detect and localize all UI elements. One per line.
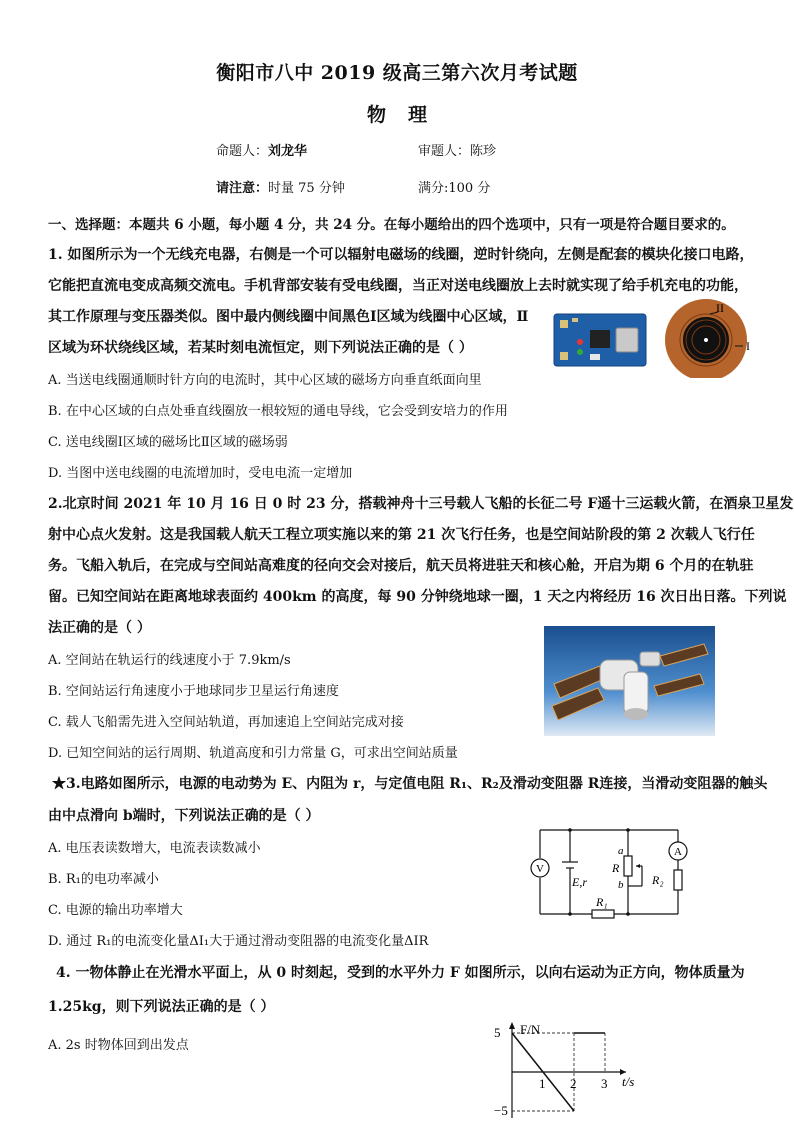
q1-line3: 其工作原理与变压器类似。图中最内侧线圈中间黑色Ⅰ区域为线圈中心区域，Ⅱ [48, 309, 529, 325]
y-tick--5: −5 [494, 1103, 508, 1118]
q2-line2: 射中心点火发射。这是我国载人航天工程立项实施以来的第 21 次飞行任务，也是空间站阶段的第 2 次载人飞行任 [48, 527, 755, 543]
coil-label-ii: II [716, 301, 724, 315]
setter-name: 刘龙华 [268, 144, 308, 159]
exam-score: 满分:100 分 [418, 181, 491, 196]
terminal-b: b [618, 879, 624, 891]
r2-label: R₂ [652, 873, 664, 887]
reviewer-line [418, 140, 496, 159]
transmitter-coil [670, 304, 742, 376]
setter-label: 命题人： [216, 144, 269, 159]
q2-line4: 留。已知空间站在距离地球表面约 400km 的高度，每 90 分钟绕地球一圈，1 天之内将经历 16 次日出日落。下列说 [48, 589, 787, 605]
y-axis-label: F/N [520, 1022, 541, 1037]
q4-line1: 4. 一物体静止在光滑水平面上，从 0 时刻起，受到的水平外力 F 如图所示，以向右运动为正方向，物体质量为 [56, 965, 745, 981]
q2-option-b: B. 空间站运行角速度小于地球同步卫星运行角速度 [48, 684, 339, 699]
q2-option-a: A. 空间站在轨运行的线速度小于 7.9km/s [48, 653, 291, 668]
section-intro: 一、选择题：本题共 6 小题，每小题 4 分，共 24 分。在每小题给出的四个选项中，只有一项是符合题目要求的。 [48, 217, 735, 233]
series-0-segment-0 [512, 1033, 543, 1072]
force-time-chart [478, 1020, 648, 1120]
q1-line1: 1. 如图所示为一个无线充电器，右侧是一个可以辐射电磁场的线圈，逆时针绕向，左侧是配套的模块化接口电路， [48, 247, 754, 263]
q1-charger-figure [550, 298, 765, 378]
q3-line1: ★3.电路如图所示，电源的电动势为 E、内阻为 r，与定值电阻 R₁、R₂及滑动变阻器 R连接，当滑动变阻器的触头 [52, 776, 768, 792]
subject-title: 物理 [366, 104, 449, 126]
reviewer-name: 陈珍 [470, 144, 497, 159]
terminal-a: a [618, 845, 624, 857]
r1-label: R₁ [596, 895, 608, 909]
q2-line5: 法正确的是（ ） [48, 620, 151, 636]
exam-title: 衡阳市八中 2019 级高三第六次月考试题 [216, 62, 578, 84]
charging-module-board [554, 314, 646, 366]
q1-line4: 区域为环状绕线区域，若某时刻电流恒定，则下列说法正确的是（ ） [48, 340, 473, 356]
x-axis-label: t/s [622, 1074, 635, 1089]
space-station-photo [544, 626, 715, 736]
q2-line1: 2.北京时间 2021 年 10 月 16 日 0 时 23 分，搭载神舟十三号载人飞船的长征二号 F遥十三运载火箭，在酒泉卫星发 [48, 496, 794, 512]
rheostat-label: R [612, 861, 620, 875]
y-tick-5: 5 [494, 1025, 501, 1040]
notice-line [216, 177, 345, 196]
q1-option-c: C. 送电线圈Ⅰ区域的磁场比Ⅱ区域的磁场弱 [48, 435, 288, 450]
y-axis-arrow [509, 1022, 515, 1029]
x-tick-2: 2 [570, 1076, 577, 1091]
setter-line [216, 140, 307, 159]
exam-time: 时量 75 分钟 [268, 181, 345, 196]
q3-option-d: D. 通过 R₁的电流变化量ΔI₁大于通过滑动变阻器的电流变化量ΔIR [48, 934, 429, 949]
voltmeter-label: V [536, 863, 544, 875]
q3-option-c: C. 电源的输出功率增大 [48, 903, 183, 918]
notice-label: 请注意： [216, 181, 269, 196]
q1-line2: 它能把直流电变成高频交流电。手机背部安装有受电线圈，当正对送电线圈放上去时就实现了给手机充电的功能， [48, 278, 748, 294]
q1-option-b: B. 在中心区域的白点处垂直线圈放一根较短的通电导线，它会受到安培力的作用 [48, 404, 508, 419]
q4-line2: 1.25kg，则下列说法正确的是（ ） [48, 999, 275, 1015]
q2-option-c: C. 载人飞船需先进入空间站轨道，再加速追上空间站完成对接 [48, 715, 404, 730]
emf-label: E,r [572, 875, 587, 889]
q2-option-d: D. 已知空间站的运行周期、轨道高度和引力常量 G，可求出空间站质量 [48, 746, 458, 761]
ammeter-label: A [674, 846, 682, 858]
q3-option-a: A. 电压表读数增大，电流表读数减小 [48, 841, 261, 856]
q4-option-a: A. 2s 时物体回到出发点 [48, 1038, 189, 1053]
q3-option-b: B. R₁的电功率减小 [48, 872, 159, 887]
coil-label-i: I [746, 339, 750, 353]
reviewer-label: 审题人： [418, 144, 471, 159]
q3-line2: 由中点滑向 b端时，下列说法正确的是（ ） [48, 808, 320, 824]
q1-option-a: A. 当送电线圈通顺时针方向的电流时，其中心区域的磁场方向垂直纸面向里 [48, 373, 482, 388]
x-tick-1: 1 [539, 1076, 546, 1091]
x-tick-3: 3 [601, 1076, 608, 1091]
q1-option-d: D. 当图中送电线圈的电流增加时，受电电流一定增加 [48, 466, 353, 481]
q3-circuit-diagram [524, 822, 694, 922]
q2-line3: 务。飞船入轨后，在完成与空间站高难度的径向交会对接后，航天员将进驻天和核心舱，开启为期 6 个月的在轨驻 [48, 558, 754, 574]
